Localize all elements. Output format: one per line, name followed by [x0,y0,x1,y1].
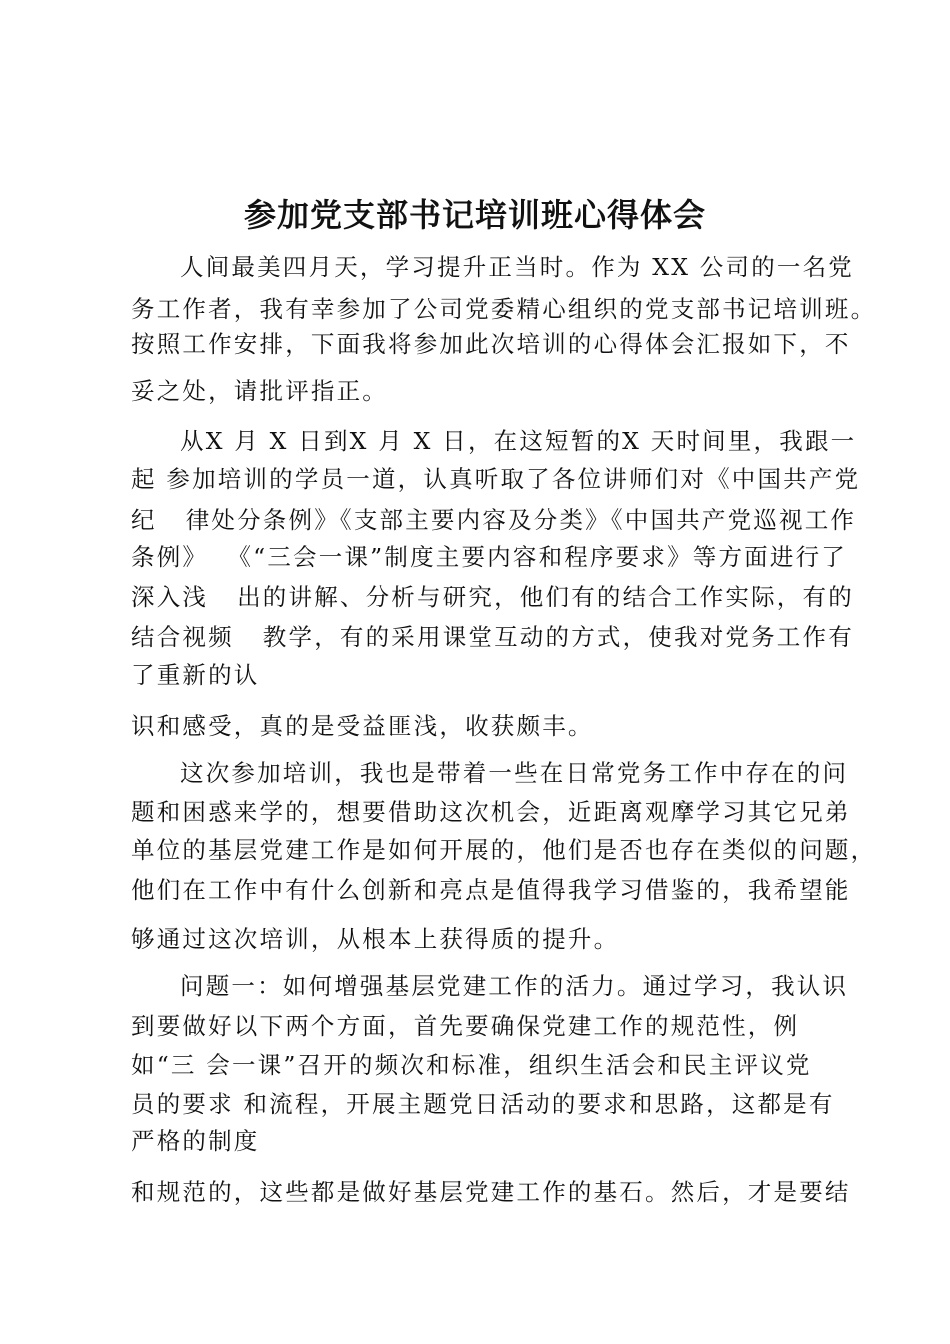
paragraph-2-line-2: 起 参加培训的学员一道，认真听取了各位讲师们对《中国共产党 [131,465,861,493]
paragraph-4-line-6: 和规范的，这些都是做好基层党建工作的基石。然后，才是要结 [131,1178,851,1206]
paragraph-1-line-4: 妥之处，请批评指正。 [131,377,388,405]
paragraph-2-line-1: 从X 月 X 日到X 月 X 日，在这短暂的X 天时间里，我跟一 [180,427,857,455]
paragraph-2-line-5: 深入浅 出的讲解、分析与研究，他们有的结合工作实际，有的 [131,583,854,611]
paragraph-4-line-5: 严格的制度 [131,1127,260,1155]
document-title: 参加党支部书记培训班心得体会 [243,196,706,234]
paragraph-4-line-3: 如“三 会一课”召开的频次和标准，组织生活会和民主评议党 [131,1051,812,1079]
paragraph-3-line-1: 这次参加培训，我也是带着一些在日常党务工作中存在的问 [180,759,849,787]
paragraph-2-line-3: 纪 律处分条例》《支部主要内容及分类》《中国共产党巡视工作 [131,506,857,534]
paragraph-4-line-4: 员的要求 和流程，开展主题党日活动的要求和思路，这都是有 [131,1090,835,1118]
paragraph-1-line-3: 按照工作安排，下面我将参加此次培训的心得体会汇报如下，不 [131,330,851,358]
paragraph-2-line-7: 了重新的认 [131,661,260,689]
paragraph-3-line-3: 单位的基层党建工作是如何开展的，他们是否也存在类似的问题， [131,836,877,864]
paragraph-1-line-1: 人间最美四月天，学习提升正当时。作为 XX 公司的一名党 [180,253,854,281]
paragraph-3-line-5: 够通过这次培训，从根本上获得质的提升。 [131,925,620,953]
paragraph-3-line-4: 他们在工作中有什么创新和亮点是值得我学习借鉴的，我希望能 [131,876,851,904]
paragraph-2-line-6: 结合视频 教学，有的采用课堂互动的方式，使我对党务工作有 [131,623,854,651]
paragraph-1-line-2: 务工作者，我有幸参加了公司党委精心组织的党支部书记培训班。 [131,295,877,323]
paragraph-3-line-2: 题和困惑来学的，想要借助这次机会，近距离观摩学习其它兄弟 [131,798,851,826]
paragraph-2-line-8: 识和感受，真的是受益匪浅，收获颇丰。 [131,712,594,740]
paragraph-4-line-1: 问题一：如何增强基层党建工作的活力。通过学习，我认识 [180,972,849,1000]
paragraph-4-line-2: 到要做好以下两个方面，首先要确保党建工作的规范性，例 [131,1012,800,1040]
paragraph-2-line-4: 条例》 《“三会一课”制度主要内容和程序要求》等方面进行了 [131,543,847,571]
